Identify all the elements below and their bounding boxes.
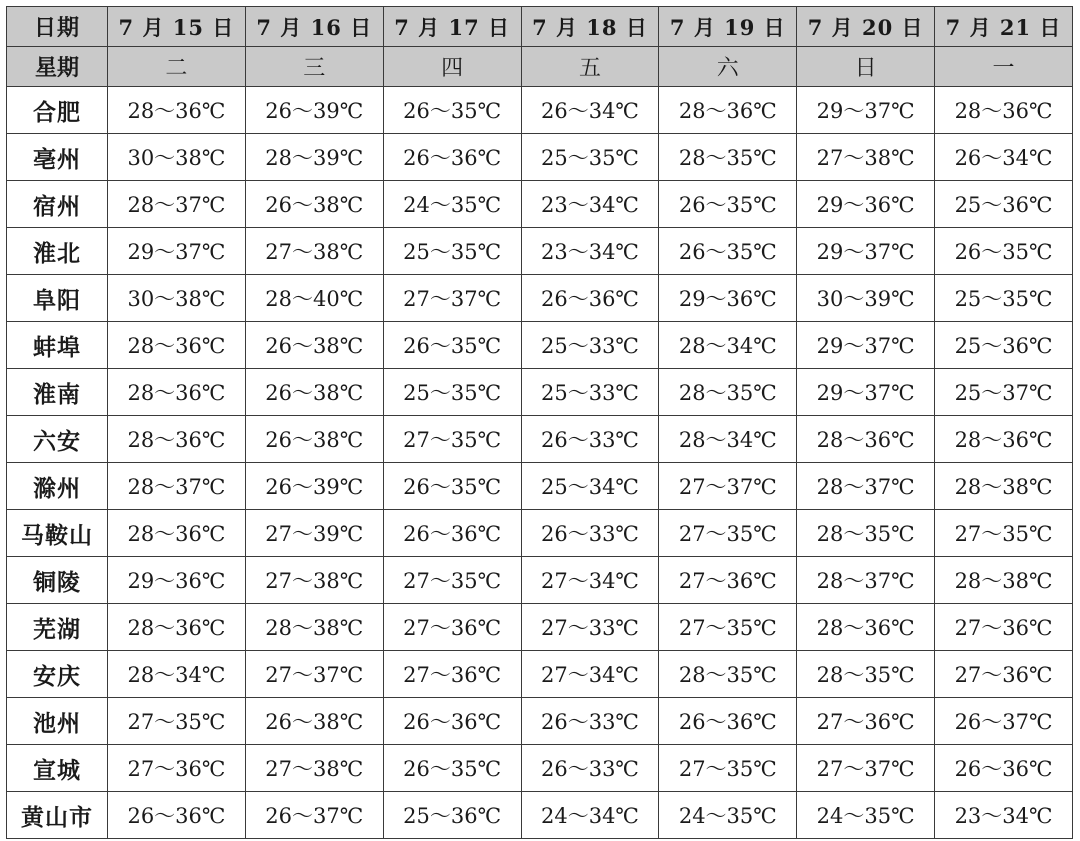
table-row xyxy=(7,275,1073,322)
temperature-range-cell: 30～39℃ xyxy=(797,275,935,322)
temperature-range-cell: 27～36℃ xyxy=(659,557,797,604)
temperature-range-cell: 28～36℃ xyxy=(108,510,246,557)
temperature-range-cell: 26～39℃ xyxy=(245,87,383,134)
temperature-range-cell: 29～36℃ xyxy=(797,181,935,228)
date-header-cell: 7 月 20 日 xyxy=(797,7,935,47)
temperature-range-cell: 28～36℃ xyxy=(108,604,246,651)
table-row xyxy=(7,604,1073,651)
temperature-range-cell: 26～39℃ xyxy=(245,463,383,510)
date-header-cell: 7 月 18 日 xyxy=(521,7,659,47)
temperature-range-cell: 23～34℃ xyxy=(935,792,1073,839)
temperature-range-cell: 29～37℃ xyxy=(108,228,246,275)
temperature-range-cell: 28～35℃ xyxy=(659,134,797,181)
city-name-cell: 淮南 xyxy=(7,369,108,416)
temperature-range-cell: 26～38℃ xyxy=(245,322,383,369)
temperature-range-cell: 26～35℃ xyxy=(383,322,521,369)
temperature-range-cell: 28～39℃ xyxy=(245,134,383,181)
temperature-range-cell: 29～37℃ xyxy=(797,87,935,134)
temperature-range-cell: 25～35℃ xyxy=(935,275,1073,322)
date-header-cell: 7 月 15 日 xyxy=(108,7,246,47)
temperature-range-cell: 26～38℃ xyxy=(245,416,383,463)
temperature-range-cell: 26～34℃ xyxy=(521,87,659,134)
temperature-range-cell: 28～36℃ xyxy=(659,87,797,134)
temperature-range-cell: 28～36℃ xyxy=(935,416,1073,463)
temperature-range-cell: 27～37℃ xyxy=(245,651,383,698)
weekday-cell: 五 xyxy=(521,47,659,87)
city-name-cell: 铜陵 xyxy=(7,557,108,604)
temperature-range-cell: 27～35℃ xyxy=(659,510,797,557)
temperature-range-cell: 27～37℃ xyxy=(383,275,521,322)
city-name-cell: 阜阳 xyxy=(7,275,108,322)
temperature-range-cell: 27～38℃ xyxy=(245,745,383,792)
temperature-range-cell: 28～37℃ xyxy=(797,557,935,604)
temperature-range-cell: 26～36℃ xyxy=(521,275,659,322)
date-header-cell: 7 月 16 日 xyxy=(245,7,383,47)
temperature-range-cell: 27～37℃ xyxy=(797,745,935,792)
temperature-range-cell: 28～36℃ xyxy=(108,369,246,416)
city-name-cell: 六安 xyxy=(7,416,108,463)
temperature-range-cell: 30～38℃ xyxy=(108,275,246,322)
temperature-range-cell: 27～36℃ xyxy=(383,604,521,651)
temperature-range-cell: 26～35℃ xyxy=(383,463,521,510)
temperature-range-cell: 27～36℃ xyxy=(383,651,521,698)
temperature-range-cell: 28～36℃ xyxy=(935,87,1073,134)
temperature-range-cell: 28～36℃ xyxy=(108,322,246,369)
table-row xyxy=(7,745,1073,792)
temperature-range-cell: 28～37℃ xyxy=(797,463,935,510)
date-header-row xyxy=(7,7,1073,47)
temperature-range-cell: 28～35℃ xyxy=(659,369,797,416)
city-name-cell: 黄山市 xyxy=(7,792,108,839)
city-name-cell: 蚌埠 xyxy=(7,322,108,369)
temperature-range-cell: 27～33℃ xyxy=(521,604,659,651)
temperature-range-cell: 26～33℃ xyxy=(521,510,659,557)
temperature-range-cell: 27～39℃ xyxy=(245,510,383,557)
temperature-range-cell: 27～34℃ xyxy=(521,651,659,698)
temperature-range-cell: 26～35℃ xyxy=(659,181,797,228)
temperature-range-cell: 23～34℃ xyxy=(521,228,659,275)
temperature-range-cell: 28～36℃ xyxy=(108,416,246,463)
temperature-range-cell: 26～35℃ xyxy=(935,228,1073,275)
temperature-range-cell: 27～37℃ xyxy=(659,463,797,510)
table-row xyxy=(7,369,1073,416)
temperature-range-cell: 24～35℃ xyxy=(383,181,521,228)
temperature-range-cell: 26～36℃ xyxy=(935,745,1073,792)
temperature-range-cell: 26～38℃ xyxy=(245,369,383,416)
temperature-range-cell: 30～38℃ xyxy=(108,134,246,181)
forecast-table-body xyxy=(7,87,1073,839)
table-row xyxy=(7,792,1073,839)
table-row xyxy=(7,87,1073,134)
temperature-range-cell: 29～37℃ xyxy=(797,322,935,369)
date-header-cell: 7 月 21 日 xyxy=(935,7,1073,47)
temperature-range-cell: 25～35℃ xyxy=(521,134,659,181)
city-name-cell: 合肥 xyxy=(7,87,108,134)
city-name-cell: 亳州 xyxy=(7,134,108,181)
weekday-cell: 日 xyxy=(797,47,935,87)
temperature-range-cell: 28～38℃ xyxy=(935,557,1073,604)
temperature-range-cell: 28～35℃ xyxy=(797,510,935,557)
city-name-cell: 淮北 xyxy=(7,228,108,275)
table-row xyxy=(7,463,1073,510)
temperature-range-cell: 27～35℃ xyxy=(383,416,521,463)
temperature-range-cell: 25～36℃ xyxy=(383,792,521,839)
temperature-range-cell: 25～33℃ xyxy=(521,322,659,369)
temperature-range-cell: 27～35℃ xyxy=(659,745,797,792)
temperature-range-cell: 27～34℃ xyxy=(521,557,659,604)
temperature-range-cell: 28～34℃ xyxy=(659,322,797,369)
city-name-cell: 宿州 xyxy=(7,181,108,228)
weekday-cell: 三 xyxy=(245,47,383,87)
temperature-range-cell: 27～36℃ xyxy=(797,698,935,745)
weekday-header-label: 星期 xyxy=(7,47,108,87)
temperature-range-cell: 28～40℃ xyxy=(245,275,383,322)
weekday-cell: 四 xyxy=(383,47,521,87)
temperature-range-cell: 26～37℃ xyxy=(245,792,383,839)
temperature-range-cell: 25～33℃ xyxy=(521,369,659,416)
date-header-cell: 7 月 17 日 xyxy=(383,7,521,47)
temperature-range-cell: 28～38℃ xyxy=(935,463,1073,510)
temperature-range-cell: 29～36℃ xyxy=(659,275,797,322)
temperature-range-cell: 25～35℃ xyxy=(383,228,521,275)
temperature-range-cell: 26～38℃ xyxy=(245,181,383,228)
temperature-range-cell: 23～34℃ xyxy=(521,181,659,228)
temperature-range-cell: 26～36℃ xyxy=(383,510,521,557)
temperature-range-cell: 27～36℃ xyxy=(935,604,1073,651)
temperature-range-cell: 25～36℃ xyxy=(935,322,1073,369)
temperature-range-cell: 26～38℃ xyxy=(245,698,383,745)
temperature-range-cell: 26～37℃ xyxy=(935,698,1073,745)
temperature-range-cell: 27～36℃ xyxy=(108,745,246,792)
temperature-range-cell: 29～37℃ xyxy=(797,369,935,416)
temperature-range-cell: 26～33℃ xyxy=(521,416,659,463)
date-header-cell: 7 月 19 日 xyxy=(659,7,797,47)
weekday-cell: 一 xyxy=(935,47,1073,87)
temperature-range-cell: 25～36℃ xyxy=(935,181,1073,228)
temperature-range-cell: 26～35℃ xyxy=(659,228,797,275)
temperature-range-cell: 27～35℃ xyxy=(935,510,1073,557)
table-row xyxy=(7,651,1073,698)
temperature-range-cell: 26～36℃ xyxy=(383,134,521,181)
temperature-range-cell: 26～36℃ xyxy=(383,698,521,745)
weekday-header-row xyxy=(7,47,1073,87)
temperature-range-cell: 26～35℃ xyxy=(383,745,521,792)
temperature-range-cell: 28～38℃ xyxy=(245,604,383,651)
forecast-table-container xyxy=(6,6,1073,836)
temperature-range-cell: 28～36℃ xyxy=(108,87,246,134)
temperature-range-cell: 28～37℃ xyxy=(108,463,246,510)
temperature-range-cell: 24～34℃ xyxy=(521,792,659,839)
temperature-range-cell: 27～35℃ xyxy=(659,604,797,651)
table-row xyxy=(7,698,1073,745)
temperature-range-cell: 26～36℃ xyxy=(108,792,246,839)
city-name-cell: 芜湖 xyxy=(7,604,108,651)
table-row xyxy=(7,181,1073,228)
table-row xyxy=(7,134,1073,181)
temperature-range-cell: 26～33℃ xyxy=(521,745,659,792)
city-name-cell: 池州 xyxy=(7,698,108,745)
temperature-forecast-table xyxy=(6,6,1073,839)
temperature-range-cell: 26～35℃ xyxy=(383,87,521,134)
city-name-cell: 安庆 xyxy=(7,651,108,698)
temperature-range-cell: 25～37℃ xyxy=(935,369,1073,416)
city-name-cell: 宣城 xyxy=(7,745,108,792)
city-name-cell: 马鞍山 xyxy=(7,510,108,557)
temperature-range-cell: 27～36℃ xyxy=(935,651,1073,698)
temperature-range-cell: 27～35℃ xyxy=(108,698,246,745)
temperature-range-cell: 29～36℃ xyxy=(108,557,246,604)
table-row xyxy=(7,510,1073,557)
table-row xyxy=(7,322,1073,369)
temperature-range-cell: 27～38℃ xyxy=(245,557,383,604)
temperature-range-cell: 28～36℃ xyxy=(797,416,935,463)
temperature-range-cell: 27～38℃ xyxy=(245,228,383,275)
temperature-range-cell: 25～35℃ xyxy=(383,369,521,416)
temperature-range-cell: 28～35℃ xyxy=(797,651,935,698)
temperature-range-cell: 28～36℃ xyxy=(797,604,935,651)
temperature-range-cell: 27～35℃ xyxy=(383,557,521,604)
temperature-range-cell: 28～35℃ xyxy=(659,651,797,698)
table-row xyxy=(7,416,1073,463)
temperature-range-cell: 29～37℃ xyxy=(797,228,935,275)
city-name-cell: 滁州 xyxy=(7,463,108,510)
temperature-range-cell: 26～36℃ xyxy=(659,698,797,745)
table-row xyxy=(7,228,1073,275)
date-header-label: 日期 xyxy=(7,7,108,47)
temperature-range-cell: 24～35℃ xyxy=(797,792,935,839)
table-row xyxy=(7,557,1073,604)
temperature-range-cell: 25～34℃ xyxy=(521,463,659,510)
temperature-range-cell: 26～34℃ xyxy=(935,134,1073,181)
weekday-cell: 二 xyxy=(108,47,246,87)
temperature-range-cell: 28～37℃ xyxy=(108,181,246,228)
temperature-range-cell: 26～33℃ xyxy=(521,698,659,745)
temperature-range-cell: 28～34℃ xyxy=(659,416,797,463)
temperature-range-cell: 28～34℃ xyxy=(108,651,246,698)
temperature-range-cell: 27～38℃ xyxy=(797,134,935,181)
temperature-range-cell: 24～35℃ xyxy=(659,792,797,839)
weekday-cell: 六 xyxy=(659,47,797,87)
